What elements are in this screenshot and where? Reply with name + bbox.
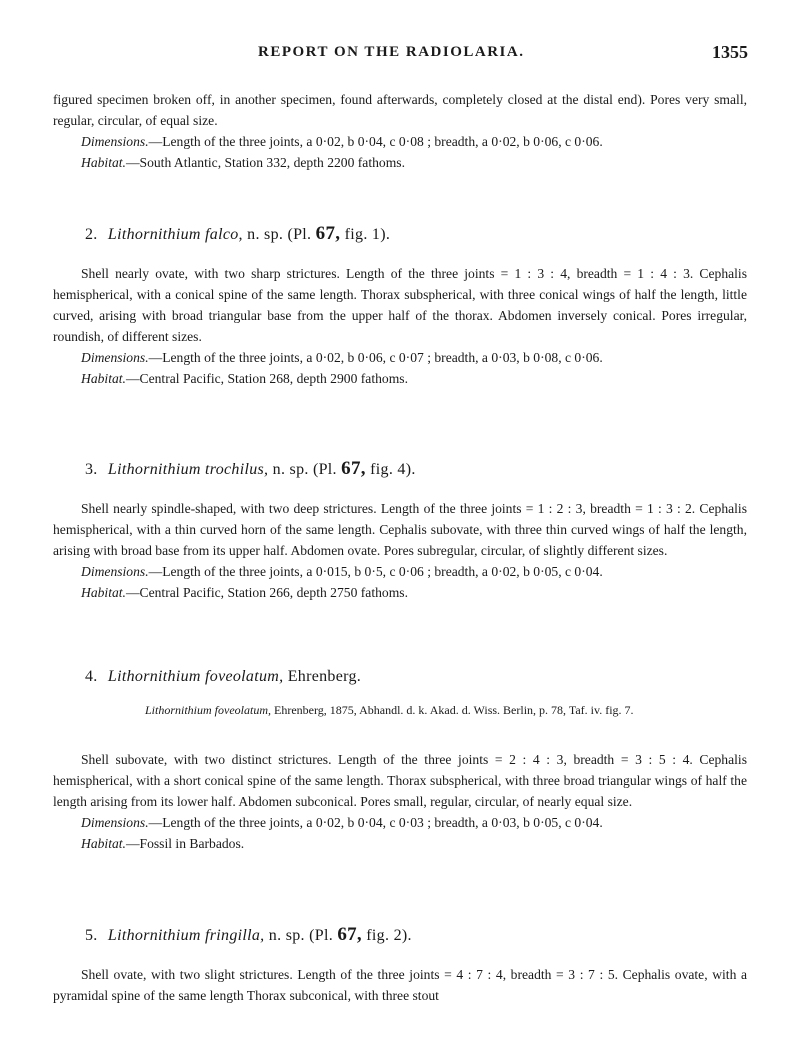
page-number: 1355 [712,42,748,62]
habitat-label: Habitat. [81,836,126,851]
species-number: 3. [85,461,98,478]
species-number: 4. [85,668,98,685]
species-body [53,964,747,1006]
species-body [53,749,747,854]
species-name: Lithornithium fringilla, [107,927,265,944]
dimensions-line [53,812,747,833]
description-paragraph: Shell subovate, with two distinct strictures. Length of the three joints = 2 : 4 : 3, breadth = 3 : 5 : 4. Cephalis hemispherical, with a short conical spine of the same length. Thorax subspherical, with three broad triangular wings of half the length arising from its lower half. Abdomen subconical. Pores small, regular, circular, of nearly equal size. [53,752,747,809]
dimensions-text: —Length of the three joints, a 0·015, b 0·5, c 0·06 ; breadth, a 0·02, b 0·05, c 0·04. [148,564,603,579]
species-name: Lithornithium foveolatum, [107,668,284,685]
species-number: 2. [85,226,98,243]
figure-ref: fig. 1). [344,226,391,243]
continuation-block [53,89,747,173]
habitat-line [53,582,747,603]
species-author: n. sp. [272,461,309,478]
plate-open: (Pl. [287,226,312,243]
habitat-label: Habitat. [81,585,126,600]
dimensions-line [53,347,747,368]
species-author: Ehrenberg. [287,668,362,685]
dimensions-label: Dimensions. [81,564,149,579]
habitat-text: —Fossil in Barbados. [125,836,245,851]
species-number: 5. [85,927,98,944]
species-body [53,263,747,389]
dimensions-text: —Length of the three joints, a 0·02, b 0·04, c 0·03 ; breadth, a 0·03, b 0·05, c 0·04. [148,815,603,830]
habitat-line [53,368,747,389]
running-title: REPORT ON THE RADIOLARIA. [258,44,525,60]
species-heading [85,924,412,946]
reference-name: Lithornithium foveolatum, [145,703,271,717]
dimensions-line [53,561,747,582]
plate-number: 67, [341,458,366,479]
habitat-text: —Central Pacific, Station 268, depth 2900 fathoms. [125,371,408,386]
page-header [0,44,800,68]
species-heading [85,223,390,245]
figure-ref: fig. 4). [370,461,416,478]
habitat-line [53,152,747,173]
species-author: n. sp. [247,226,284,243]
habitat-text: —South Atlantic, Station 332, depth 2200 fathoms. [125,155,405,170]
plate-open: (Pl. [312,461,337,478]
synonymy-reference [145,702,747,719]
species-heading [85,668,361,686]
dimensions-label: Dimensions. [81,134,149,149]
plate-number: 67, [315,223,341,244]
plate-open: (Pl. [309,927,334,944]
description-paragraph: Shell nearly spindle-shaped, with two deep strictures. Length of the three joints = 1 : 2 : 3, breadth = 1 : 3 : 2. Cephalis hemispherical, with a thin curved horn of the same length. Cephalis subovate, with three thin curved wings of half the length, arising with broad base from its upper half. Abdomen ovate. Pores subregular, circular, of slightly different sizes. [53,501,747,558]
species-name: Lithornithium trochilus, [107,461,269,478]
dimensions-text: —Length of the three joints, a 0·02, b 0·04, c 0·08 ; breadth, a 0·02, b 0·06, c 0·06. [148,134,603,149]
species-name: Lithornithium falco, [107,226,243,243]
species-heading [85,458,416,480]
habitat-label: Habitat. [81,155,126,170]
continuation-paragraph: figured specimen broken off, in another specimen, found afterwards, completely closed at the distal end). Pores very small, regular, circular, of equal size. [53,92,747,128]
dimensions-text: —Length of the three joints, a 0·02, b 0·06, c 0·07 ; breadth, a 0·03, b 0·08, c 0·06. [148,350,603,365]
species-body [53,498,747,603]
description-paragraph: Shell nearly ovate, with two sharp strictures. Length of the three joints = 1 : 3 : 4, breadth = 1 : 4 : 3. Cephalis hemispherical, with a conical spine of the same length. Thorax subspherical, with three conical wings of half the length, little curved, arising with broad triangular base from the upper half of the thorax. Abdomen inversely conical. Pores irregular, roundish, of different sizes. [53,266,747,344]
description-paragraph: Shell ovate, with two slight strictures. Length of the three joints = 4 : 7 : 4, breadth = 3 : 7 : 5. Cephalis ovate, with a pyramidal spine of the same length Thorax subconical, with three stout [53,967,747,1003]
habitat-label: Habitat. [81,371,126,386]
dimensions-line [53,131,747,152]
reference-text: Ehrenberg, 1875, Abhandl. d. k. Akad. d. Wiss. Berlin, p. 78, Taf. iv. fig. 7. [274,703,634,717]
dimensions-label: Dimensions. [81,815,149,830]
species-author: n. sp. [268,927,305,944]
plate-number: 67, [337,924,362,945]
habitat-line [53,833,747,854]
dimensions-label: Dimensions. [81,350,149,365]
figure-ref: fig. 2). [366,927,412,944]
habitat-text: —Central Pacific, Station 266, depth 2750 fathoms. [125,585,408,600]
